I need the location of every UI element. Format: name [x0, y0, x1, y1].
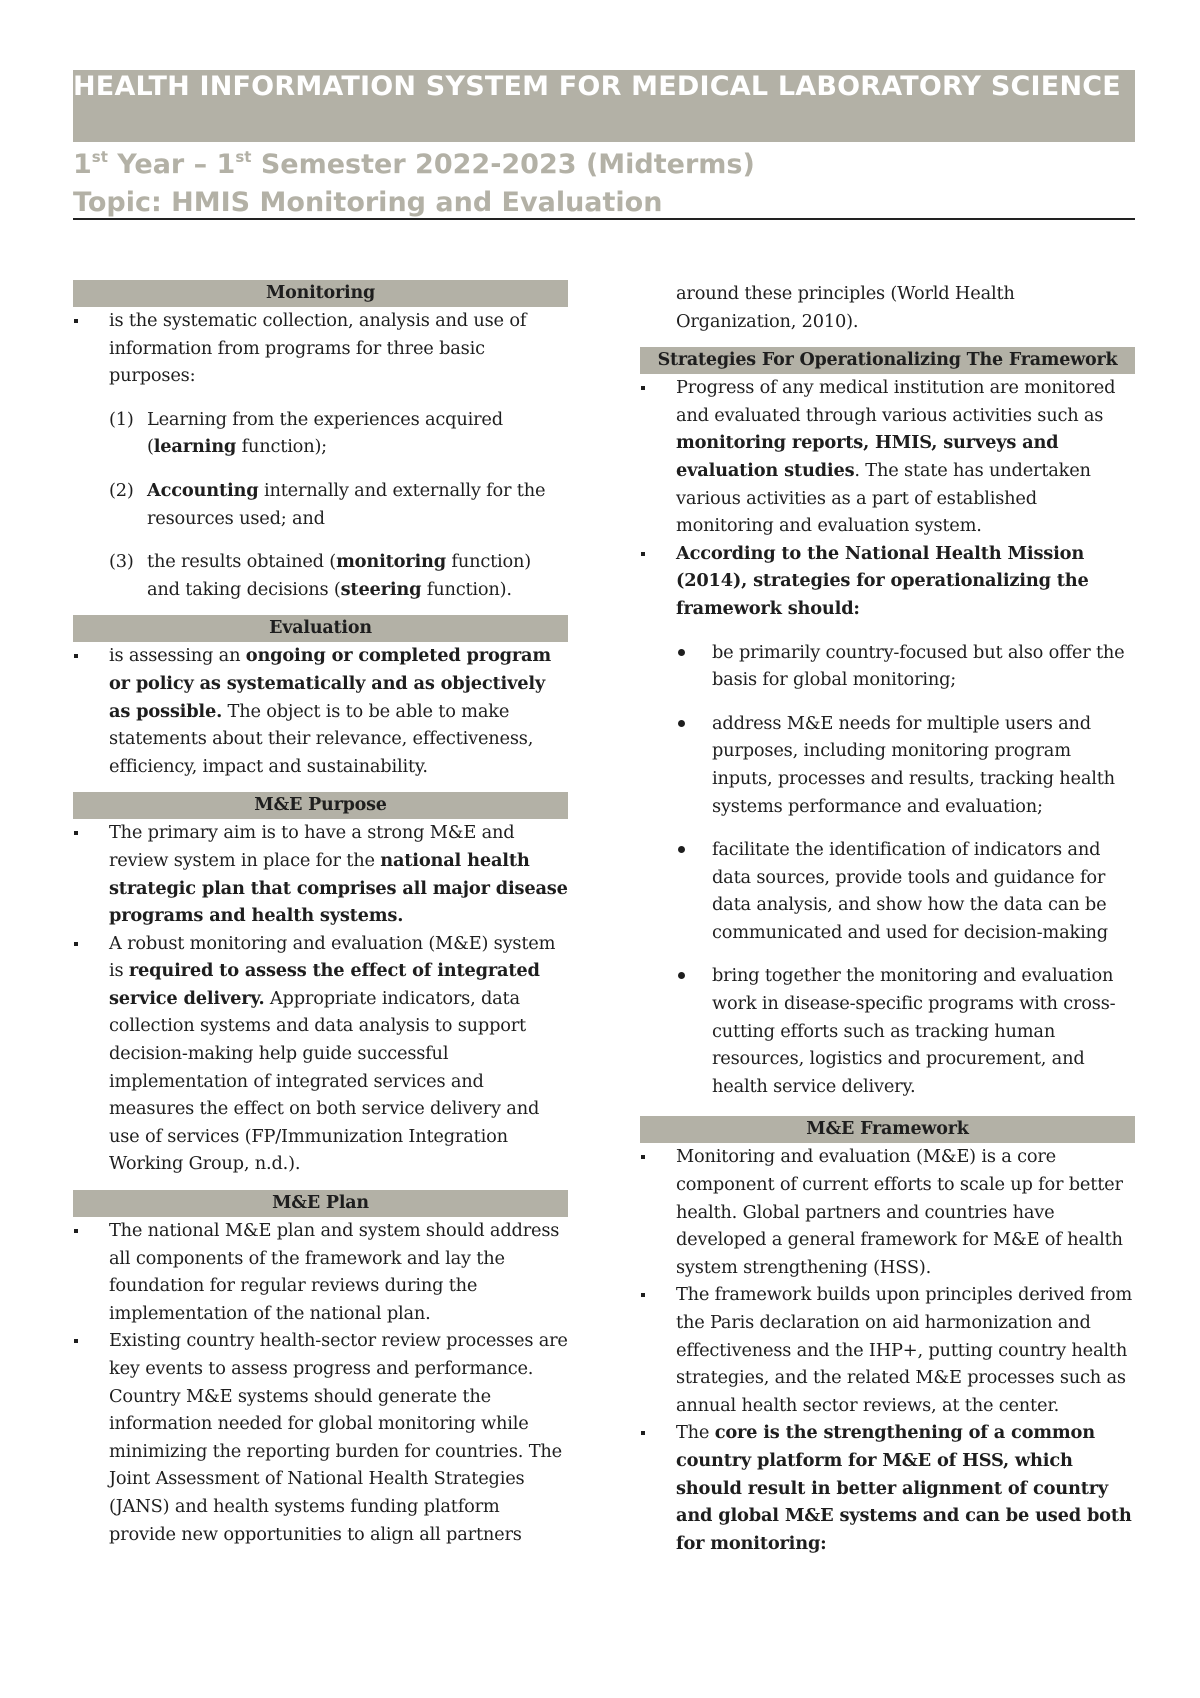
strategy-sublist — [676, 639, 1135, 1101]
list-item: The core is the strengthening of a common country platform for M&E of HSS, which should result in better alignment of country and global M&E systems and can be used both for monitoring: — [640, 1419, 1135, 1557]
list-item: is assessing an ongoing or completed program or policy as systematically and as objectively as possible. The object is to be able to make statements about their relevance, effectiveness, efficiency, impact and sustainability. — [73, 642, 568, 780]
list-item: Existing country health-sector review processes are key events to assess progress and performance. Country M&E systems should generate the information needed for global monitoring while minimizing the reporting burden for countries. The Joint Assessment of National Health Strategies (JANS) and health systems funding platform provide new opportunities to align all partners — [73, 1327, 568, 1548]
list-item: facilitate the identification of indicators and data sources, provide tools and guidance for data analysis, and show how the data can be communicated and used for decision-making — [676, 836, 1135, 946]
list-item: The national M&E plan and system should address all components of the framework and lay the foundation for regular reviews during the implementation of the national plan. — [73, 1217, 568, 1327]
list-item: bring together the monitoring and evaluation work in disease-specific programs with cross-cutting efforts such as tracking human resources, logistics and procurement, and health service delivery. — [676, 962, 1135, 1100]
plan-continuation: around these principles (World Health Organization, 2010). — [676, 283, 1015, 332]
section-heading-plan: M&E Plan — [73, 1190, 568, 1217]
list-item: Progress of any medical institution are monitored and evaluated through various activities such as monitoring reports, HMIS, surveys and evaluation studies. The state has undertaken various activities as a part of established monitoring and evaluation system. — [640, 374, 1135, 540]
list-item: Monitoring and evaluation (M&E) is a core component of current efforts to scale up for better health. Global partners and countries have developed a general framework for M&E of health system strengthening (HSS). — [640, 1143, 1135, 1281]
list-item: (2) Accounting internally and externally for the resources used; and — [109, 479, 546, 529]
semester-line: 1st Year – 1st Semester 2022-2023 (Midterms) — [73, 148, 755, 180]
list-item: address M&E needs for multiple users and purposes, including monitoring program inputs, processes and results, tracking health systems performance and evaluation; — [676, 710, 1135, 820]
plan-list — [73, 1217, 568, 1548]
monitoring-list — [73, 307, 568, 603]
list-item: (1) Learning from the experiences acquired (learning function); — [109, 408, 503, 458]
strategies-list — [640, 374, 1135, 1100]
purpose-list — [73, 819, 568, 1178]
list-item: A robust monitoring and evaluation (M&E) system is required to assess the effect of integrated service delivery. Appropriate indicators, data collection systems and data analysis to support decision-making help guide successful implementation of integrated services and measures the effect on both service delivery and use of services (FP/Immunization Integration Working Group, n.d.). — [73, 930, 568, 1178]
section-heading-monitoring: Monitoring — [73, 280, 568, 307]
section-heading-purpose: M&E Purpose — [73, 792, 568, 819]
list-item: is the systematic collection, analysis and use of information from programs for three basic purposes: (1) Learning from the experiences acquired (learning function); (2) Accounting internally and externally for the resources used; and (3) the results obtained (monitoring function) and taking decisions (steering function). — [73, 307, 568, 603]
topic-line: Topic: HMIS Monitoring and Evaluation — [73, 187, 663, 218]
section-heading-framework: M&E Framework — [640, 1116, 1135, 1143]
framework-list — [640, 1143, 1135, 1557]
document-title: HEALTH INFORMATION SYSTEM FOR MEDICAL LABORATORY SCIENCE — [73, 71, 1121, 102]
list-item: be primarily country-focused but also offer the basis for global monitoring; — [676, 639, 1135, 694]
left-column — [73, 280, 568, 1548]
header-rule — [73, 218, 1135, 220]
purposes-list — [109, 406, 568, 604]
right-column — [640, 280, 1135, 1557]
list-item: (3) the results obtained (monitoring function) and taking decisions (steering function). — [109, 551, 532, 600]
list-item: The primary aim is to have a strong M&E and review system in place for the national health strategic plan that comprises all major disease programs and health systems. — [73, 819, 568, 929]
section-heading-strategies: Strategies For Operationalizing The Framework — [640, 347, 1135, 374]
section-heading-evaluation: Evaluation — [73, 615, 568, 642]
list-item: According to the National Health Mission (2014), strategies for operationalizing the framework should: be primarily country-focused but also offer the basis for global monitoring; address M&E needs for multiple users and purposes, including monitoring program inputs, processes and results, tracking health systems performance and evaluation; facilitate the identification of indicators and data sources, provide tools and guidance for data analysis, and show how the data can be communicated and used for decision-making bring together the monitoring and evaluation work in disease-specific programs with cross-cutting efforts such as tracking human resources, logistics and procurement, and health service delivery. — [640, 540, 1135, 1101]
evaluation-list — [73, 642, 568, 780]
list-item: The framework builds upon principles derived from the Paris declaration on aid harmonization and effectiveness and the IHP+, putting country health strategies, and the related M&E processes such as annual health sector reviews, at the center. — [640, 1281, 1135, 1419]
